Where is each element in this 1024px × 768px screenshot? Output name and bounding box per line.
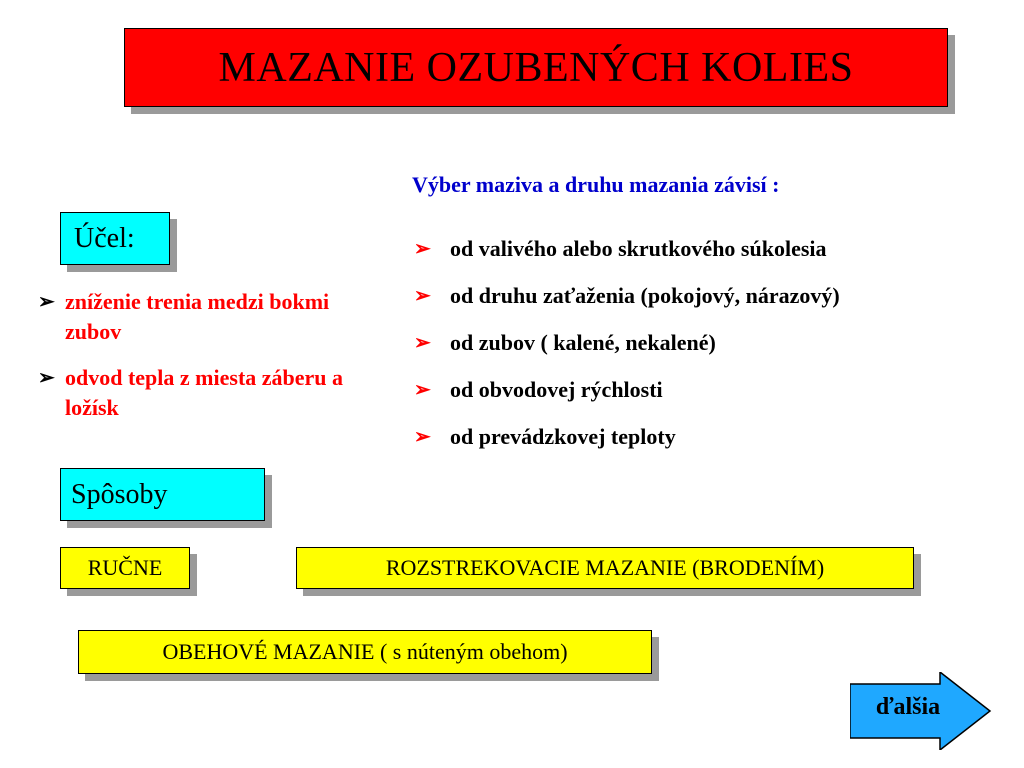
purpose-list <box>38 287 348 439</box>
selection-item-text: od obvodovej rýchlosti <box>450 377 663 402</box>
list-item <box>412 422 840 469</box>
arrow-bullet-icon: ➢ <box>414 379 431 401</box>
arrow-bullet-icon: ➢ <box>414 426 431 448</box>
arrow-bullet-icon: ➢ <box>38 367 55 389</box>
arrow-bullet-icon: ➢ <box>414 332 431 354</box>
next-button[interactable] <box>850 672 992 750</box>
arrow-bullet-icon: ➢ <box>414 238 431 260</box>
selection-item-text: od valivého alebo skrutkového súkolesia <box>450 236 827 261</box>
list-item <box>38 363 348 423</box>
list-item <box>412 375 840 422</box>
title-banner <box>124 28 948 107</box>
arrow-bullet-icon: ➢ <box>414 285 431 307</box>
method-circulation-button[interactable]: OBEHOVÉ MAZANIE ( s núteným obehom) <box>78 630 652 674</box>
purpose-label: Účel: <box>60 212 170 265</box>
list-item <box>412 281 840 328</box>
list-item <box>412 328 840 375</box>
list-item <box>38 287 348 347</box>
selection-heading: Výber maziva a druhu mazania závisí : <box>412 172 780 197</box>
selection-item-text: od druhu zaťaženia (pokojový, nárazový) <box>450 283 840 308</box>
arrow-bullet-icon: ➢ <box>38 291 55 313</box>
selection-item-text: od zubov ( kalené, nekalené) <box>450 330 716 355</box>
method-splash-button[interactable]: ROZSTREKOVACIE MAZANIE (BRODENÍM) <box>296 547 914 589</box>
methods-label: Spôsoby <box>60 468 265 521</box>
selection-item-text: od prevádzkovej teploty <box>450 424 676 449</box>
selection-list <box>412 234 840 469</box>
page-title: MAZANIE OZUBENÝCH KOLIES <box>218 44 854 91</box>
purpose-item-text: zníženie trenia medzi bokmi zubov <box>65 289 330 344</box>
method-manual-button[interactable]: RUČNE <box>60 547 190 589</box>
list-item <box>412 234 840 281</box>
next-button-label: ďalšia <box>875 694 941 720</box>
purpose-item-text: odvod tepla z miesta záberu a ložísk <box>65 365 344 420</box>
